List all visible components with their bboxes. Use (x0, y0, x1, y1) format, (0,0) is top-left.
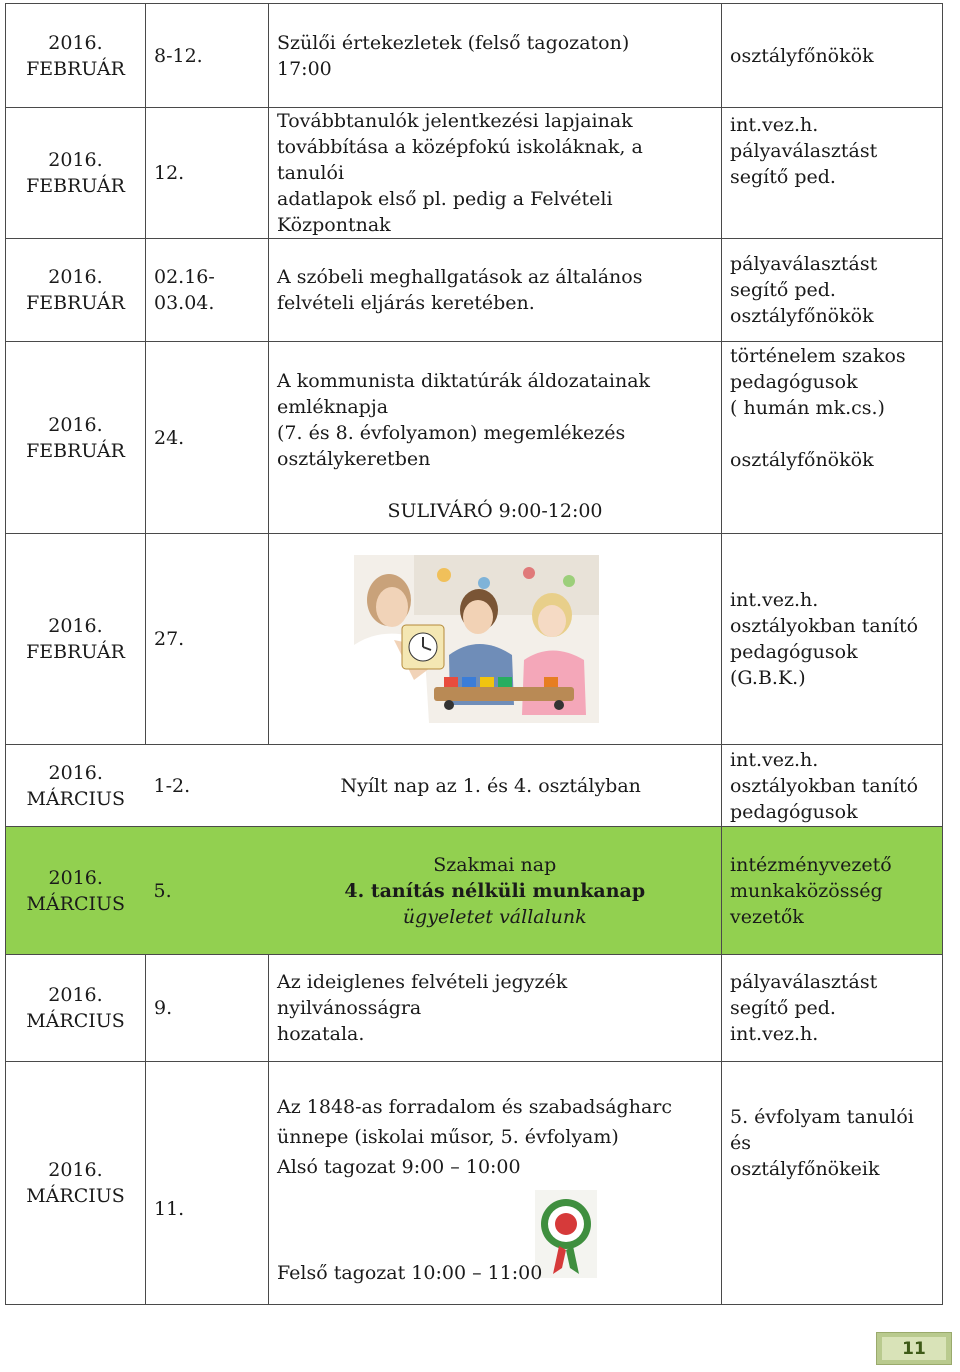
day-cell: 8-12. (146, 4, 269, 108)
responsible-cell (722, 827, 943, 955)
event-line: A kommunista diktatúrák áldozatainak (277, 370, 651, 392)
event-line: A szóbeli meghallgatások az általános (277, 266, 643, 288)
date-month: MÁRCIUS (26, 1010, 125, 1032)
table-row (6, 4, 943, 108)
event-cell (269, 342, 722, 534)
event-line: ünnepe (iskolai műsor, 5. évfolyam) (277, 1126, 619, 1148)
event-cell (269, 745, 722, 827)
day-cell: 9. (146, 955, 269, 1062)
date-cell (6, 745, 146, 827)
table-row (6, 955, 943, 1062)
event-line: adatlapok első pl. pedig a Felvételi (277, 188, 613, 210)
event-cell (269, 534, 722, 745)
date-year: 2016. (48, 149, 103, 171)
responsible-line: int.vez.h. (730, 114, 819, 136)
responsible-line: pedagógusok (730, 371, 858, 393)
date-month: FEBRUÁR (26, 57, 125, 80)
responsible-line: intézményvezető (730, 853, 892, 876)
responsible-line: segítő ped. (730, 997, 836, 1019)
date-year: 2016. (48, 266, 103, 288)
responsible-line: osztályfőnökök (730, 44, 874, 67)
date-cell (6, 827, 146, 955)
date-year: 2016. (48, 761, 103, 784)
responsible-line: osztályfőnökök (730, 305, 874, 327)
event-line: (7. és 8. évfolyamon) megemlékezés (277, 422, 626, 444)
responsible-line: ( humán mk.cs.) (730, 397, 885, 419)
responsible-line: osztályfőnökök (730, 449, 874, 471)
day-cell: 1-2. (146, 745, 269, 827)
event-note: SULIVÁRÓ 9:00-12:00 (387, 500, 603, 522)
responsible-cell (722, 4, 943, 108)
date-month: MÁRCIUS (26, 787, 126, 810)
responsible-line: munkaközösség (730, 879, 883, 902)
day-line: 02.16- (154, 266, 215, 288)
event-cell (269, 239, 722, 342)
event-line: 4. tanítás nélküli munkanap (344, 879, 646, 902)
responsible-line: int.vez.h. (730, 589, 819, 611)
responsible-line: vezetők (730, 905, 804, 928)
date-cell (6, 1062, 146, 1305)
responsible-line: pedagógusok (730, 800, 858, 823)
date-cell (6, 4, 146, 108)
date-month: MÁRCIUS (26, 1185, 125, 1207)
event-line: Szakmai nap (433, 853, 557, 876)
responsible-cell (722, 342, 943, 534)
responsible-cell (722, 534, 943, 745)
event-line: hozatala. (277, 1023, 365, 1045)
event-line: Az 1848-as forradalom és szabadságharc (277, 1096, 672, 1118)
event-line: Központnak (277, 214, 391, 236)
table-row (6, 342, 943, 534)
date-month: FEBRUÁR (26, 439, 125, 462)
date-cell (6, 955, 146, 1062)
date-cell (6, 108, 146, 239)
event-line: osztálykeretben (277, 448, 431, 470)
date-month: FEBRUÁR (26, 641, 125, 663)
table-row (6, 239, 943, 342)
responsible-line: osztályokban tanító (730, 774, 919, 797)
event-line: Továbbtanulók jelentkezési lapjainak (277, 110, 633, 132)
date-month: MÁRCIUS (26, 892, 126, 915)
event-line: továbbítása a középfokú iskoláknak, a tanulói (277, 136, 643, 184)
responsible-line: pályaválasztást (730, 253, 878, 275)
cockade-icon (535, 1190, 597, 1278)
event-cell (269, 955, 722, 1062)
event-cell (269, 4, 722, 108)
date-year: 2016. (48, 866, 103, 889)
event-line: Nyílt nap az 1. és 4. osztályban (340, 774, 641, 797)
table-row-highlighted (6, 827, 943, 955)
day-cell (146, 239, 269, 342)
event-cell (269, 108, 722, 239)
teacher-children-photo (354, 555, 599, 723)
responsible-line: int.vez.h. (730, 1023, 819, 1045)
table-row (6, 1062, 943, 1305)
responsible-line: segítő ped. (730, 166, 836, 188)
day-cell: 24. (146, 342, 269, 534)
responsible-line: pályaválasztást (730, 140, 878, 162)
table-row (6, 534, 943, 745)
date-month: FEBRUÁR (26, 175, 125, 197)
responsible-line: osztályfőnökeik (730, 1158, 880, 1180)
day-line: 03.04. (154, 292, 215, 314)
page-number: 11 (882, 1337, 946, 1360)
responsible-line: int.vez.h. (730, 748, 819, 771)
schedule-table (5, 3, 943, 1305)
event-line: Alsó tagozat 9:00 – 10:00 (277, 1156, 521, 1178)
responsible-cell (722, 239, 943, 342)
date-year: 2016. (48, 1159, 103, 1181)
event-line: felvételi eljárás keretében. (277, 292, 535, 314)
responsible-line: (G.B.K.) (730, 667, 806, 689)
date-cell (6, 239, 146, 342)
responsible-cell (722, 745, 943, 827)
event-line: ügyeletet vállalunk (402, 905, 587, 928)
responsible-cell (722, 955, 943, 1062)
date-year: 2016. (48, 615, 103, 637)
date-cell (6, 342, 146, 534)
table-row (6, 108, 943, 239)
date-year: 2016. (48, 31, 103, 54)
event-cell (269, 827, 722, 955)
responsible-line: 5. évfolyam tanulói és (730, 1106, 914, 1154)
event-line: emléknapja (277, 396, 389, 418)
date-month: FEBRUÁR (26, 292, 125, 314)
event-line: Szülői értekezletek (felső tagozaton) (277, 31, 630, 54)
day-cell: 11. (146, 1062, 269, 1305)
responsible-line: történelem szakos (730, 345, 906, 367)
event-line: 17:00 (277, 57, 332, 80)
responsible-line: segítő ped. (730, 279, 836, 301)
event-cell (269, 1062, 722, 1305)
day-cell: 5. (146, 827, 269, 955)
day-cell: 27. (146, 534, 269, 745)
responsible-cell (722, 108, 943, 239)
day-cell: 12. (146, 108, 269, 239)
responsible-cell (722, 1062, 943, 1305)
table-row (6, 745, 943, 827)
date-cell (6, 534, 146, 745)
event-line: Felső tagozat 10:00 – 11:00 (277, 1262, 543, 1284)
page-number-box (876, 1332, 952, 1365)
responsible-line: osztályokban tanító (730, 615, 919, 637)
responsible-line: pedagógusok (730, 641, 858, 663)
responsible-line: pályaválasztást (730, 971, 878, 993)
date-year: 2016. (48, 984, 103, 1006)
event-line: Az ideiglenes felvételi jegyzék nyilvánosságra (277, 971, 568, 1019)
date-year: 2016. (48, 413, 103, 436)
classroom-photo (354, 555, 599, 723)
